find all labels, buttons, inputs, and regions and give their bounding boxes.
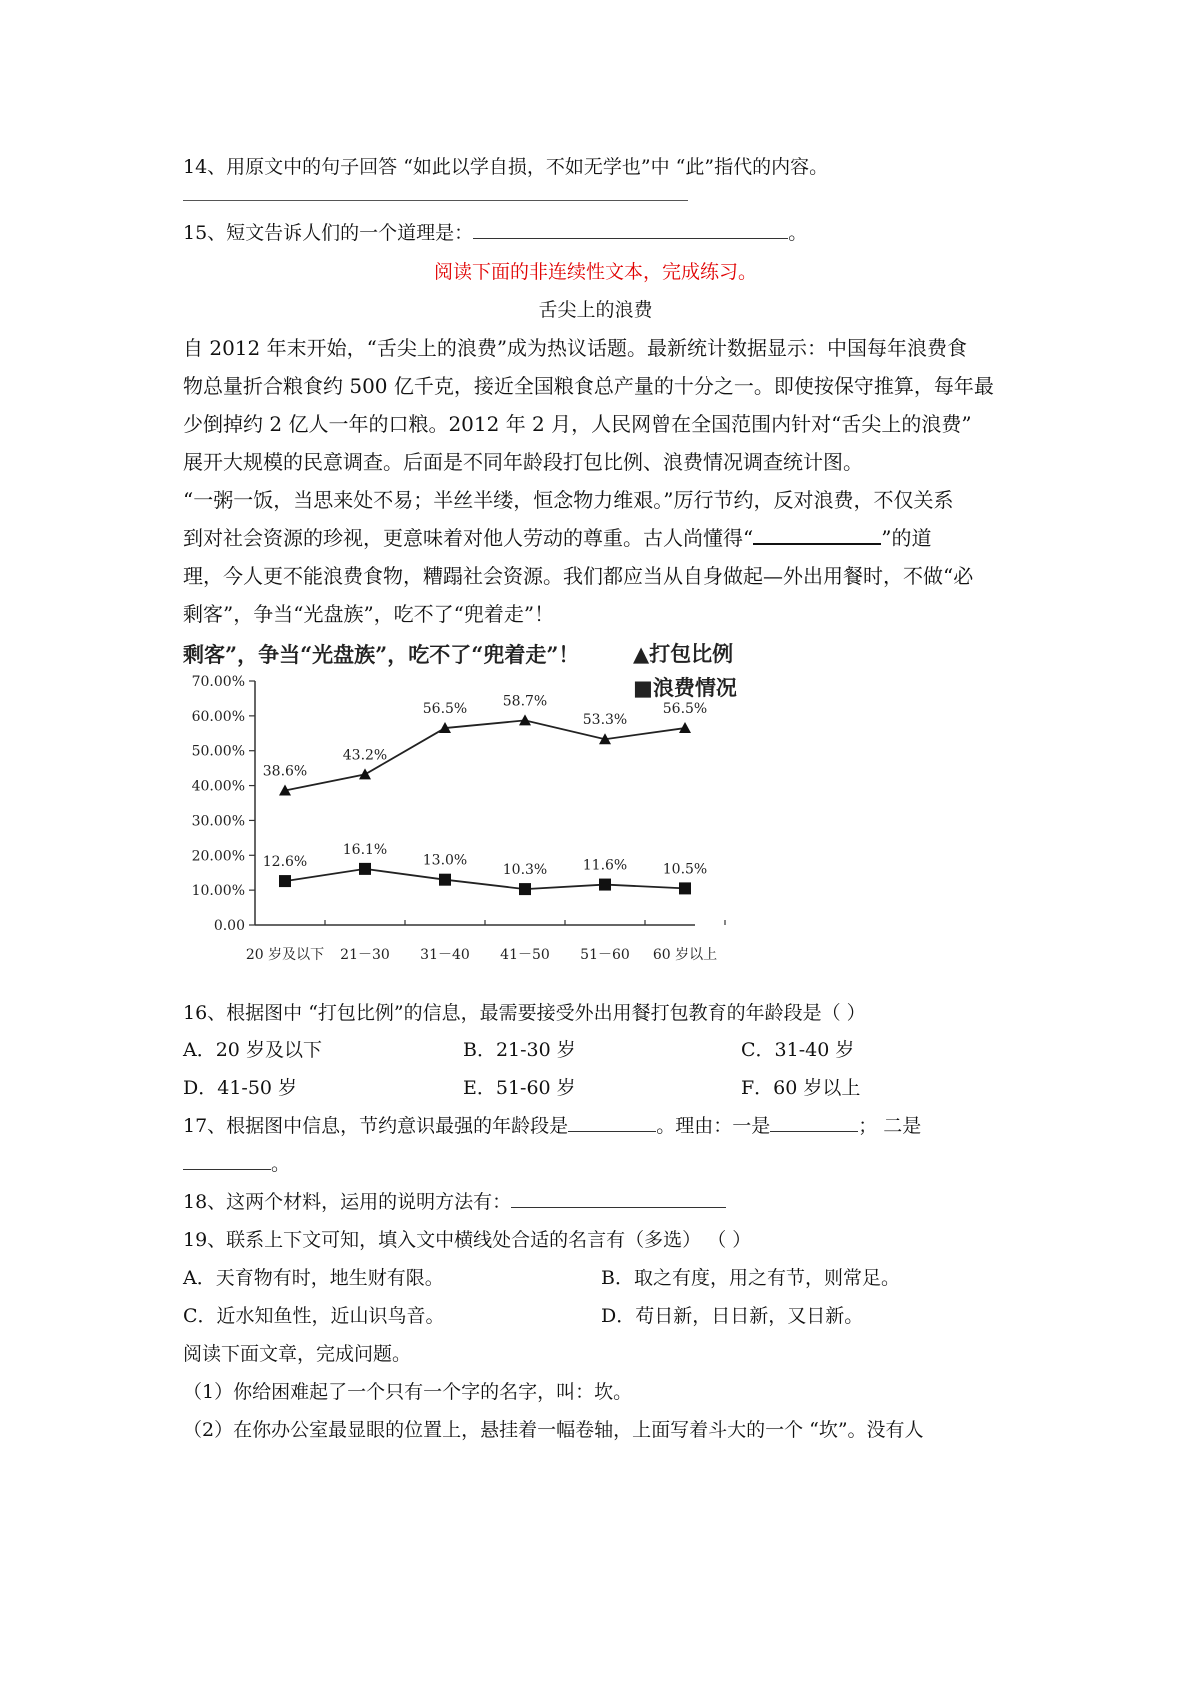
question-17-cont bbox=[183, 1151, 290, 1177]
answer-blank-17-reason-two bbox=[183, 1151, 271, 1170]
question-18-text: 18、这两个材料，运用的说明方法有： bbox=[183, 1191, 512, 1213]
chart-axes bbox=[192, 674, 725, 963]
x-tick-label: 31－40 bbox=[420, 947, 470, 963]
reading-paragraph: （2）在你办公室最显眼的位置上，悬挂着一幅卷轴，上面写着斗大的一个 “坎”。没有人 bbox=[183, 1419, 924, 1441]
article-line: 少倒掉约 2 亿人一年的口粮。2012 年 2 月，人民网曾在全国范围内针对“舌尖上的浪费” bbox=[183, 412, 972, 436]
question-17-reason-two: ； 二是 bbox=[858, 1115, 922, 1137]
square-point bbox=[519, 883, 531, 895]
question-17-reason-one: 。理由：一是 bbox=[656, 1115, 771, 1137]
x-tick-label: 20 岁及以下 bbox=[245, 947, 325, 963]
square-point bbox=[439, 874, 451, 886]
y-tick-label: 0.00 bbox=[213, 918, 245, 934]
y-tick-label: 30.00% bbox=[191, 813, 245, 830]
x-tick-label: 41－50 bbox=[500, 947, 550, 963]
chart-marks bbox=[263, 693, 707, 895]
y-tick-label: 40.00% bbox=[191, 778, 245, 795]
square-point bbox=[279, 875, 291, 887]
square-point bbox=[599, 879, 611, 891]
question-15 bbox=[183, 220, 807, 246]
article-blank bbox=[753, 525, 881, 545]
question-17-end: 。 bbox=[271, 1153, 291, 1175]
data-label: 12.6% bbox=[262, 854, 308, 871]
question-19: 19、联系上下文可知，填入文中横线处合适的名言有（多选） （ ） bbox=[183, 1229, 752, 1251]
question-18 bbox=[183, 1189, 726, 1215]
reading-paragraph: （1）你给困难起了一个只有一个字的名字，叫：坎。 bbox=[183, 1381, 633, 1403]
line-chart bbox=[175, 635, 815, 980]
article-line: 理，今人更不能浪费食物，糟蹋社会资源。我们都应当从自身做起—外出用餐时，不做“必 bbox=[183, 564, 974, 588]
legend-packing: ▲打包比例 bbox=[633, 641, 734, 666]
option-19-c: C．近水知鱼性，近山识鸟音。 bbox=[183, 1305, 445, 1327]
data-label: 53.3% bbox=[582, 712, 628, 729]
option-19-a: A．天育物有时，地生财有限。 bbox=[183, 1267, 444, 1289]
article-line: 展开大规模的民意调查。后面是不同年龄段打包比例、浪费情况调查统计图。 bbox=[183, 450, 863, 474]
data-label: 10.3% bbox=[502, 862, 548, 879]
question-15-text: 15、短文告诉人们的一个道理是： bbox=[183, 222, 474, 244]
option-16-d: D．41-50 岁 bbox=[183, 1077, 298, 1099]
data-label: 43.2% bbox=[342, 747, 388, 764]
y-tick-label: 20.00% bbox=[191, 848, 245, 865]
question-16: 16、根据图中 “打包比例”的信息，最需要接受外出用餐打包教育的年龄段是（ ） bbox=[183, 1002, 866, 1024]
section-title: 阅读下面的非连续性文本，完成练习。 bbox=[433, 261, 757, 283]
data-label: 58.7% bbox=[502, 693, 548, 710]
option-19-b: B．取之有度，用之有节，则常足。 bbox=[601, 1267, 900, 1289]
option-16-f: F．60 岁以上 bbox=[741, 1077, 861, 1099]
question-17 bbox=[183, 1113, 921, 1139]
data-label: 16.1% bbox=[342, 841, 388, 858]
data-label: 56.5% bbox=[422, 701, 468, 718]
reading-intro: 阅读下面文章，完成问题。 bbox=[183, 1343, 412, 1365]
question-14 bbox=[183, 154, 828, 180]
data-label: 10.5% bbox=[662, 861, 708, 878]
article-line: “一粥一饭，当思来处不易；半丝半缕，恒念物力维艰。”厉行节约，反对浪费，不仅关系 bbox=[183, 488, 954, 512]
option-16-b: B．21-30 岁 bbox=[463, 1039, 576, 1061]
answer-line-14 bbox=[183, 200, 688, 201]
y-tick-label: 10.00% bbox=[191, 883, 245, 900]
article-line: 剩客”，争当“光盘族”，吃不了“兜着走”！ bbox=[183, 602, 555, 626]
x-tick-label: 60 岁以上 bbox=[652, 947, 718, 963]
chart-header-text: 剩客”，争当“光盘族”，吃不了“兜着走”！ bbox=[183, 642, 580, 667]
square-point bbox=[679, 882, 691, 894]
option-19-d: D．苟日新，日日新，又日新。 bbox=[601, 1305, 864, 1327]
article-line-end: ”的道 bbox=[881, 526, 932, 550]
y-tick-label: 50.00% bbox=[191, 743, 245, 760]
x-tick-label: 21－30 bbox=[340, 947, 390, 963]
data-label: 13.0% bbox=[422, 852, 468, 869]
y-tick-label: 70.00% bbox=[191, 674, 245, 690]
article-line-start: 到对社会资源的珍视，更意味着对他人劳动的尊重。古人尚懂得“ bbox=[183, 526, 754, 550]
option-16-c: C．31-40 岁 bbox=[741, 1039, 855, 1061]
article-title: 舌尖上的浪费 bbox=[538, 299, 653, 321]
data-label: 56.5% bbox=[662, 701, 708, 718]
option-16-e: E．51-60 岁 bbox=[463, 1077, 576, 1099]
triangle-point bbox=[679, 722, 691, 733]
option-16-a: A．20 岁及以下 bbox=[183, 1039, 322, 1061]
triangle-point bbox=[359, 768, 371, 779]
y-tick-label: 60.00% bbox=[191, 708, 245, 725]
data-label: 11.6% bbox=[582, 857, 628, 874]
question-17-text: 17、根据图中信息，节约意识最强的年龄段是 bbox=[183, 1115, 569, 1137]
legend-waste: ■浪费情况 bbox=[633, 675, 737, 700]
answer-blank-17-reason-one bbox=[770, 1113, 858, 1132]
article-line bbox=[183, 525, 931, 551]
answer-blank-15 bbox=[473, 220, 788, 239]
question-14-text: 14、用原文中的句子回答 “如此以学自损，不如无学也”中 “此”指代的内容。 bbox=[183, 156, 829, 178]
article-line: 自 2012 年末开始，“舌尖上的浪费”成为热议话题。最新统计数据显示：中国每年浪费食 bbox=[183, 336, 968, 360]
article-line: 物总量折合粮食约 500 亿千克，接近全国粮食总产量的十分之一。即使按保守推算，每年最 bbox=[183, 374, 994, 398]
answer-blank-18 bbox=[511, 1189, 726, 1208]
data-label: 38.6% bbox=[262, 763, 308, 780]
x-tick-label: 51－60 bbox=[580, 947, 630, 963]
square-point bbox=[359, 863, 371, 875]
answer-blank-17-age bbox=[568, 1113, 656, 1132]
question-15-end: 。 bbox=[788, 222, 808, 244]
